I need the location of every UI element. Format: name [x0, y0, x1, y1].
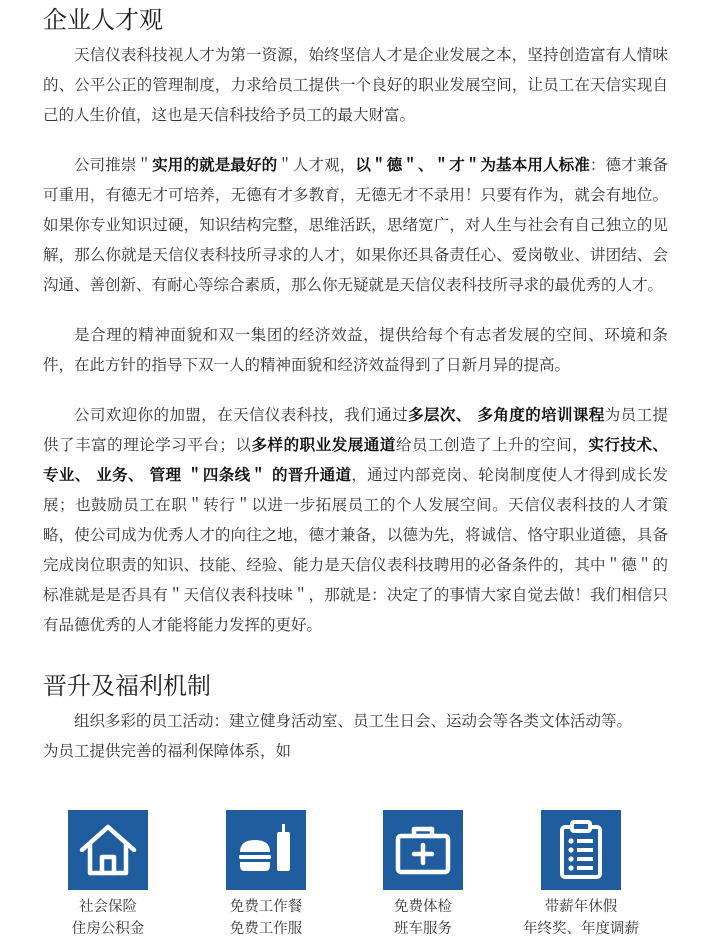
benefit-label: 带薪年休假	[544, 899, 618, 915]
clipboard-icon	[541, 810, 621, 890]
house-icon	[68, 810, 148, 890]
talent-paragraph-4	[43, 400, 668, 640]
text-run: 为员工提供了丰富的理论学习平台；以	[43, 406, 668, 454]
page-content	[43, 0, 668, 766]
benefit-label: 免费体检	[394, 899, 452, 915]
benefits-intro-1: 组织多彩的员工活动：建立健身活动室、员工生日会、运动会等各类文体活动等。	[74, 712, 633, 730]
talent-paragraph-3: 是合理的精神面貌和双一集团的经济效益，提供给每个有志者发展的空间、环境和条件，在此方针的指导下双一人的精神面貌和经济效益得到了日新月异的提高。	[43, 326, 668, 374]
medical-kit-icon	[383, 810, 463, 890]
benefit-health	[343, 810, 503, 940]
benefits-grid	[0, 810, 710, 947]
bold-run: 实行技术、 专业、 业务、 管理 ＂四条线＂ 的晋升通道	[43, 436, 668, 484]
text-run: 公司欢迎你的加盟，在天信仪表科技，我们通过	[74, 406, 409, 424]
text-run: ：德才兼备可重用，有德无才可培养，无德有才多教育，无德无才不录用！只要有作为，就会有地位。如果你专业知识过硬，知识结构完整，思维活跃，思绪宽广，对人生与社会有自己独立的见解，那么你就是天信仪表科技所寻求的人才，如果你还具备责任心、爱岗敬业、讲团结、会沟通、善创新、有耐心等综合素质，那么你无疑就是天信仪表科技所寻求的最优秀的人才。	[43, 156, 668, 294]
meal-icon	[226, 810, 306, 890]
benefit-label: 免费工作餐	[229, 899, 303, 915]
text-run: 给员工创造了上升的空间，	[395, 436, 589, 454]
benefit-vacation	[501, 810, 661, 940]
bold-run: 以＂德＂、＂才＂为基本用人标准	[355, 156, 590, 174]
text-run: ＂人才观，	[277, 156, 356, 174]
benefit-label: 社会保险	[79, 899, 137, 915]
benefit-label: 免费工作服	[229, 921, 303, 937]
benefit-label: 住房公积金	[71, 921, 145, 937]
text-run: ，通过内部竞岗、轮岗制度使人才得到成长发展；也鼓励员工在职＂转行＂以进一步拓展员工的个人发展空间。天信仪表科技的人才策略，使公司成为优秀人才的向往之地，德才兼备，以德为先，将诚信、恪守职业道德，具备完成岗位职责的知识、技能、经验、能力是天信仪表科技聘用的必备条件的，其中＂德＂的标准就是是否具有＂天信仪表科技味＂，那就是：决定了的事情大家自觉去做！我们相信只有品德优秀的人才能将能力发挥的更好。	[43, 466, 668, 634]
benefit-insurance	[28, 810, 188, 940]
section-title-benefits: 晋升及福利机制	[43, 672, 211, 700]
section-title-talent: 企业人才观	[43, 6, 163, 34]
bold-run: 多层次、 多角度的培训课程	[408, 406, 605, 424]
talent-paragraph-1: 天信仪表科技视人才为第一资源，始终坚信人才是企业发展之本，坚持创造富有人情味的、公平公正的管理制度，力求给员工提供一个良好的职业发展空间，让员工在天信实现自己的人生价值，这也是天信科技给予员工的最大财富。	[43, 46, 668, 124]
bold-run: 多样的职业发展通道	[251, 436, 396, 454]
benefits-intro-2: 为员工提供完善的福利保障体系，如	[43, 742, 292, 760]
bold-run: 实用的就是最好的	[152, 156, 278, 174]
text-run: 公司推崇＂	[74, 156, 153, 174]
benefit-label: 班车服务	[394, 921, 452, 937]
benefit-label: 年终奖、年度调薪	[523, 921, 639, 937]
talent-paragraph-2	[43, 150, 668, 300]
benefit-meals	[186, 810, 346, 940]
